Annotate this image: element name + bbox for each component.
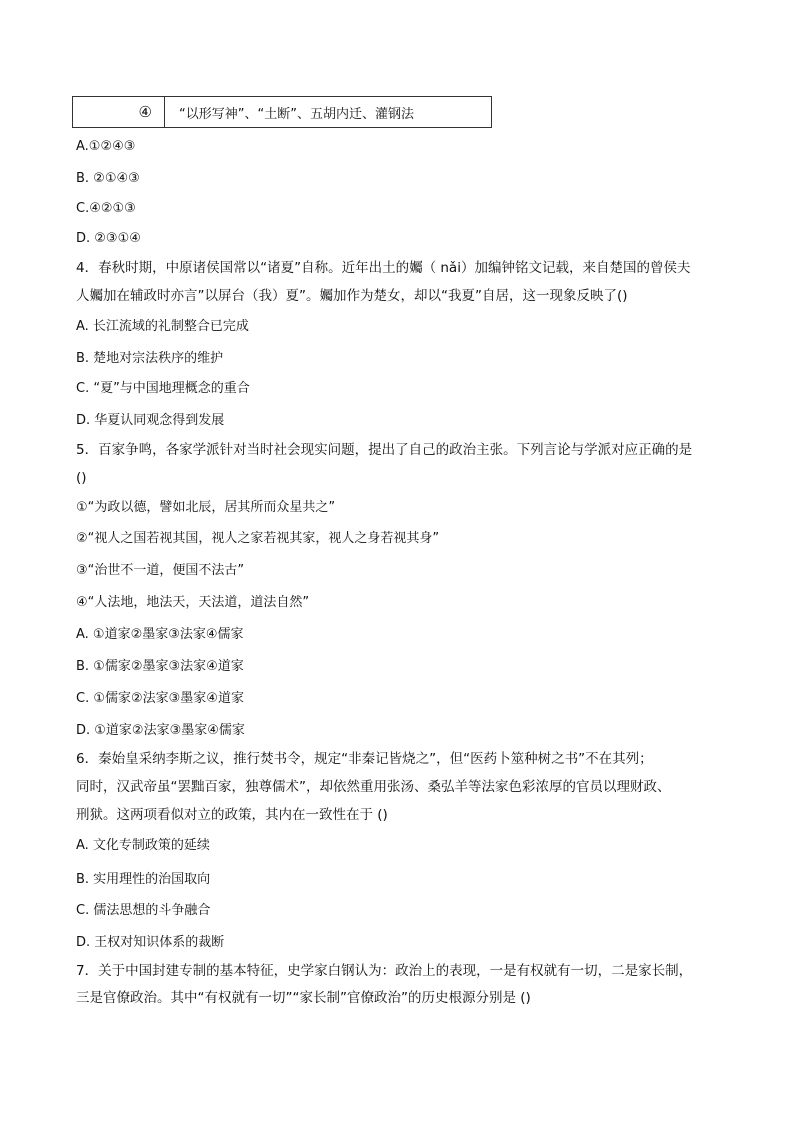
q6-option-a: A. 文化专制政策的延续 <box>76 838 210 853</box>
q5-stem-line-2: () <box>76 470 87 486</box>
q6-option-b: B. 实用理性的治国取向 <box>76 872 211 887</box>
q3-option-d: D. ②③①④ <box>76 231 141 246</box>
q5-quote-3: ③“治世不一道，便国不法古” <box>76 563 245 578</box>
q4-stem-line-1: 4．春秋时期，中原诸侯国常以“诸夏”自称。近年出土的孎（ nǎi）加编钟铭文记载，来自楚国的曾侯夫 <box>76 260 691 276</box>
q6-stem-line-2: 同时，汉武帝虽“罢黜百家，独尊儒术”，却依然重用张汤、桑弘羊等法家色彩浓厚的官员以理财政、 <box>76 779 671 795</box>
q4-option-c: C. “夏”与中国地理概念的重合 <box>76 381 250 396</box>
q3-option-a: A.①②④③ <box>76 139 136 154</box>
q6-stem-line-3: 刑狱。这两项看似对立的政策，其内在一致性在于 () <box>76 807 388 823</box>
q5-option-b: B. ①儒家②墨家③法家④道家 <box>76 659 244 674</box>
q5-option-d: D. ①道家②法家③墨家④儒家 <box>76 723 245 738</box>
q6-option-c: C. 儒法思想的斗争融合 <box>76 903 211 918</box>
q5-stem-line-1: 5．百家争鸣，各家学派针对当时社会现实问题，提出了自己的政治主张。下列言论与学派对应正确的是 <box>76 442 693 458</box>
q4-option-d: D. 华夏认同观念得到发展 <box>76 413 225 428</box>
q3-option-c: C.④②①③ <box>76 201 136 216</box>
q5-quote-2: ②“视人之国若视其国，视人之家若视其家，视人之身若视其身” <box>76 531 440 546</box>
q4-stem-line-2: 人孎加在辅政时亦言”以屏台（我）夏”。孎加作为楚女，却以“我夏”自居，这一现象反映了() <box>76 288 628 304</box>
options-table-row <box>72 96 492 128</box>
q3-option-b: B. ②①④③ <box>76 171 140 186</box>
q5-quote-4: ④“人法地，地法天，天法道，道法自然” <box>76 595 310 610</box>
q5-option-c: C. ①儒家②法家③墨家④道家 <box>76 691 244 706</box>
q5-quote-1: ①“为政以德，譬如北辰，居其所而众星共之” <box>76 500 336 515</box>
q6-option-d: D. 王权对知识体系的裁断 <box>76 935 225 950</box>
q5-option-a: A. ①道家②墨家③法家④儒家 <box>76 627 244 642</box>
q6-stem-line-1: 6．秦始皇采纳李斯之议，推行焚书令，规定“非秦记皆烧之”，但“医药卜筮种树之书”不在其列； <box>76 751 653 767</box>
q7-stem-line-1: 7．关于中国封建专制的基本特征，史学家白钢认为：政治上的表现，一是有权就有一切，二是家长制， <box>76 963 693 979</box>
table-row-number: ④ <box>73 97 165 127</box>
q7-stem-line-2: 三是官僚政治。其中“有权就有一切”“家长制”官僚政治”的历史根源分别是 () <box>76 990 531 1006</box>
q4-option-b: B. 楚地对宗法秩序的维护 <box>76 351 224 366</box>
q4-option-a: A. 长江流域的礼制整合已完成 <box>76 319 249 334</box>
table-row-text: “以形写神”、“土断”、五胡内迁、灌钢法 <box>179 106 414 122</box>
